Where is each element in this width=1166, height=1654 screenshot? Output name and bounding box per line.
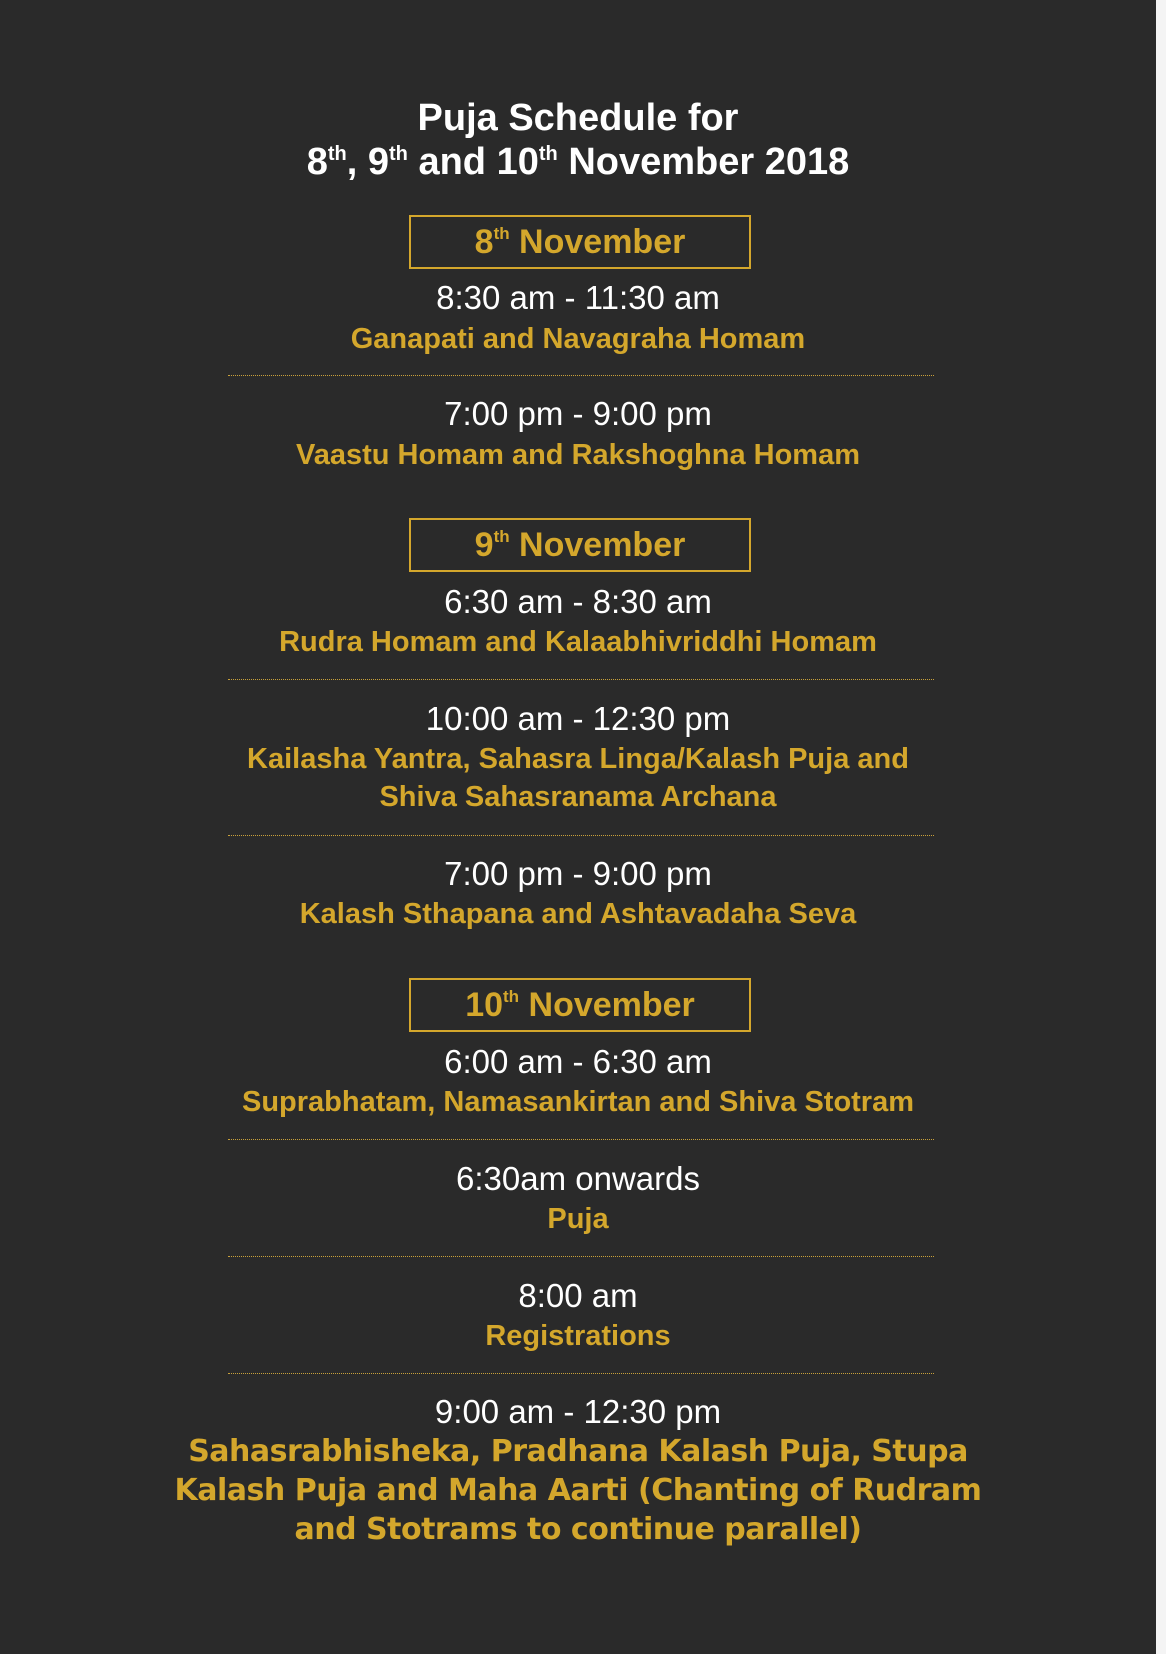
- title-date-10: 10: [496, 141, 539, 183]
- event-time: 10:00 am - 12:30 pm: [425, 700, 731, 737]
- day-suffix: th: [503, 987, 520, 1006]
- event-name: Rudra Homam and Kalaabhivriddhi Homam: [279, 626, 877, 658]
- event-name: Puja: [547, 1203, 609, 1235]
- divider: [228, 1373, 934, 1374]
- event-time: 8:00 am: [518, 1277, 638, 1314]
- event-name: Registrations: [485, 1320, 671, 1352]
- day-number: 10: [465, 986, 504, 1024]
- event-time: 7:00 pm - 9:00 pm: [444, 395, 712, 432]
- day-number: 8: [474, 223, 494, 261]
- event-name: Kailasha Yantra, Sahasra Linga/Kalash Puja and: [247, 743, 909, 775]
- title-date-8-suffix: th: [327, 143, 347, 165]
- divider: [228, 835, 934, 836]
- event-name: Suprabhatam, Namasankirtan and Shiva Stotram: [241, 1086, 915, 1118]
- event-name: Ganapati and Navagraha Homam: [350, 323, 806, 355]
- title-date-9: 9: [367, 141, 390, 183]
- title-separator-1: ,: [346, 141, 368, 183]
- event-name: Shiva Sahasranama Archana: [379, 781, 777, 813]
- divider: [228, 679, 934, 680]
- event-name: Kalash Sthapana and Ashtavadaha Seva: [299, 898, 857, 930]
- day-suffix: th: [493, 527, 510, 546]
- page-title-line-2: [0, 140, 1156, 184]
- day-month: November: [519, 986, 695, 1024]
- day-number: 9: [474, 526, 494, 564]
- title-separator-2: and: [407, 141, 497, 183]
- title-date-10-suffix: th: [538, 143, 558, 165]
- event-name: Vaastu Homam and Rakshoghna Homam: [295, 439, 861, 471]
- day-header-10-november: [409, 978, 751, 1032]
- title-date-8: 8: [306, 141, 328, 183]
- day-suffix: th: [493, 224, 510, 243]
- title-date-9-suffix: th: [389, 143, 408, 165]
- event-time: 6:30am onwards: [456, 1160, 700, 1197]
- divider: [228, 1139, 934, 1140]
- event-time: 8:30 am - 11:30 am: [436, 279, 720, 316]
- day-header-8-november: [409, 215, 751, 269]
- event-name: Sahasrabhisheka, Pradhana Kalash Puja, Stupa: [188, 1434, 968, 1469]
- event-time: 6:00 am - 6:30 am: [444, 1043, 712, 1080]
- page-edge: [1156, 0, 1166, 1654]
- day-month: November: [509, 223, 686, 261]
- day-month: November: [509, 526, 686, 564]
- event-time: 7:00 pm - 9:00 pm: [444, 855, 712, 892]
- event-time: 6:30 am - 8:30 am: [444, 583, 712, 620]
- page-title-line-1: Puja Schedule for: [417, 97, 739, 139]
- event-name: Kalash Puja and Maha Aarti (Chanting of Rudram: [174, 1473, 982, 1508]
- divider: [228, 375, 934, 376]
- day-header-9-november: [409, 518, 751, 572]
- title-month-year: November 2018: [557, 141, 850, 183]
- event-time: 9:00 am - 12:30 pm: [434, 1393, 722, 1430]
- divider: [228, 1256, 934, 1257]
- event-name: and Stotrams to continue parallel): [294, 1512, 862, 1547]
